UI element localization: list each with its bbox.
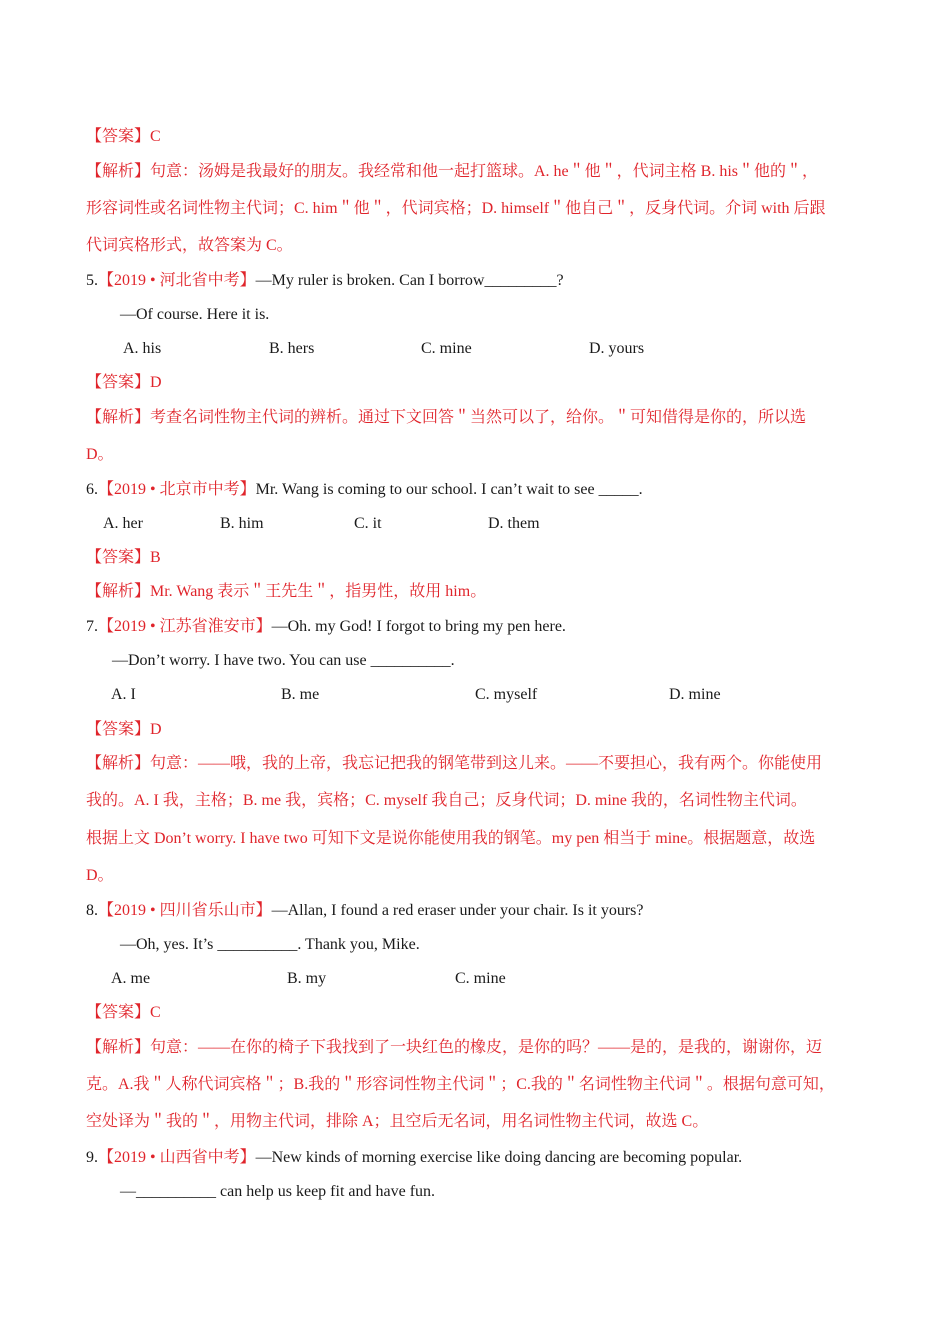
question-stem-2: —__________ can help us keep fit and have fun. bbox=[120, 1183, 436, 1200]
option-b: B. him bbox=[220, 515, 264, 532]
analysis-line: D。 bbox=[86, 446, 114, 463]
option-d: D. them bbox=[488, 515, 540, 532]
option-b: B. hers bbox=[269, 340, 315, 357]
analysis-line: 【解析】考查名词性物主代词的辨析。通过下文回答＂当然可以了，给你。＂可知借得是你的，所以选 bbox=[86, 409, 807, 426]
option-c: C. it bbox=[354, 515, 382, 532]
question-number: 9. bbox=[86, 1149, 98, 1166]
question-stem: —New kinds of morning exercise like doing dancing are becoming popular. bbox=[255, 1149, 743, 1166]
question-number: 6. bbox=[86, 481, 98, 498]
question-7 bbox=[86, 617, 566, 637]
analysis-line: 【解析】句意：——在你的椅子下我找到了一块红色的橡皮，是你的吗？——是的，是我的，谢谢你，迈 bbox=[86, 1039, 823, 1056]
question-stem-2: —Don’t worry. I have two. You can use __________. bbox=[112, 652, 455, 669]
analysis-line: 【解析】句意：——哦，我的上帝，我忘记把我的钢笔带到这儿来。——不要担心，我有两个。你能使用 bbox=[86, 755, 823, 772]
question-number: 8. bbox=[86, 902, 98, 919]
option-a: A. me bbox=[111, 970, 151, 987]
question-6 bbox=[86, 480, 643, 500]
source-tag: 【2019 • 北京市中考】 bbox=[98, 481, 256, 498]
source-tag: 【2019 • 河北省中考】 bbox=[98, 272, 256, 289]
question-number: 5. bbox=[86, 272, 98, 289]
answer-line: 【答案】D bbox=[86, 374, 162, 391]
question-stem-2: —Oh, yes. It’s __________. Thank you, Mike. bbox=[120, 936, 420, 953]
option-d: D. mine bbox=[669, 686, 721, 703]
question-number: 7. bbox=[86, 618, 98, 635]
analysis-line: 【解析】句意：汤姆是我最好的朋友。我经常和他一起打篮球。A. he＂他＂，代词主格 B. his＂他的＂， bbox=[86, 163, 819, 180]
option-d: D. yours bbox=[589, 340, 645, 357]
analysis-line: D。 bbox=[86, 867, 114, 884]
question-stem: —My ruler is broken. Can I borrow_________? bbox=[255, 272, 564, 289]
question-5 bbox=[86, 271, 564, 291]
analysis-line: 根据上文 Don’t worry. I have two 可知下文是说你能使用我的钢笔。my pen 相当于 mine。根据题意，故选 bbox=[86, 830, 816, 847]
option-a: A. his bbox=[123, 340, 162, 357]
answer-line: 【答案】D bbox=[86, 721, 162, 738]
option-b: B. me bbox=[281, 686, 320, 703]
option-c: C. mine bbox=[421, 340, 472, 357]
answer-line: 【答案】C bbox=[86, 128, 161, 145]
analysis-line: 形容词性或名词性物主代词；C. him＂他＂，代词宾格；D. himself＂他自己＂，反身代词。介词 with 后跟 bbox=[86, 200, 826, 217]
question-stem: —Oh. my God! I forgot to bring my pen here. bbox=[271, 618, 566, 635]
option-c: C. mine bbox=[455, 970, 506, 987]
option-b: B. my bbox=[287, 970, 327, 987]
source-tag: 【2019 • 四川省乐山市】 bbox=[98, 902, 272, 919]
question-9 bbox=[86, 1148, 742, 1168]
source-tag: 【2019 • 江苏省淮安市】 bbox=[98, 618, 272, 635]
analysis-line: 【解析】Mr. Wang 表示＂王先生＂，指男性，故用 him。 bbox=[86, 583, 487, 600]
analysis-line: 我的。A. I 我，主格；B. me 我，宾格；C. myself 我自己；反身代词；D. mine 我的，名词性物主代词。 bbox=[86, 792, 807, 809]
option-a: A. her bbox=[103, 515, 143, 532]
analysis-line: 代词宾格形式，故答案为 C。 bbox=[86, 237, 293, 254]
question-8 bbox=[86, 901, 643, 921]
question-stem-2: —Of course. Here it is. bbox=[120, 306, 270, 323]
answer-line: 【答案】B bbox=[86, 549, 161, 566]
question-stem: —Allan, I found a red eraser under your chair. Is it yours? bbox=[271, 902, 644, 919]
source-tag: 【2019 • 山西省中考】 bbox=[98, 1149, 256, 1166]
answer-line: 【答案】C bbox=[86, 1004, 161, 1021]
analysis-line: 空处译为＂我的＂，用物主代词，排除 A；且空后无名词，用名词性物主代词，故选 C。 bbox=[86, 1113, 709, 1130]
question-stem: Mr. Wang is coming to our school. I can’t wait to see _____. bbox=[255, 481, 643, 498]
option-c: C. myself bbox=[475, 686, 538, 703]
option-a: A. I bbox=[111, 686, 136, 703]
analysis-line: 克。A.我＂人称代词宾格＂；B.我的＂形容词性物主代词＂；C.我的＂名词性物主代词＂。根据句意可知， bbox=[86, 1076, 835, 1093]
